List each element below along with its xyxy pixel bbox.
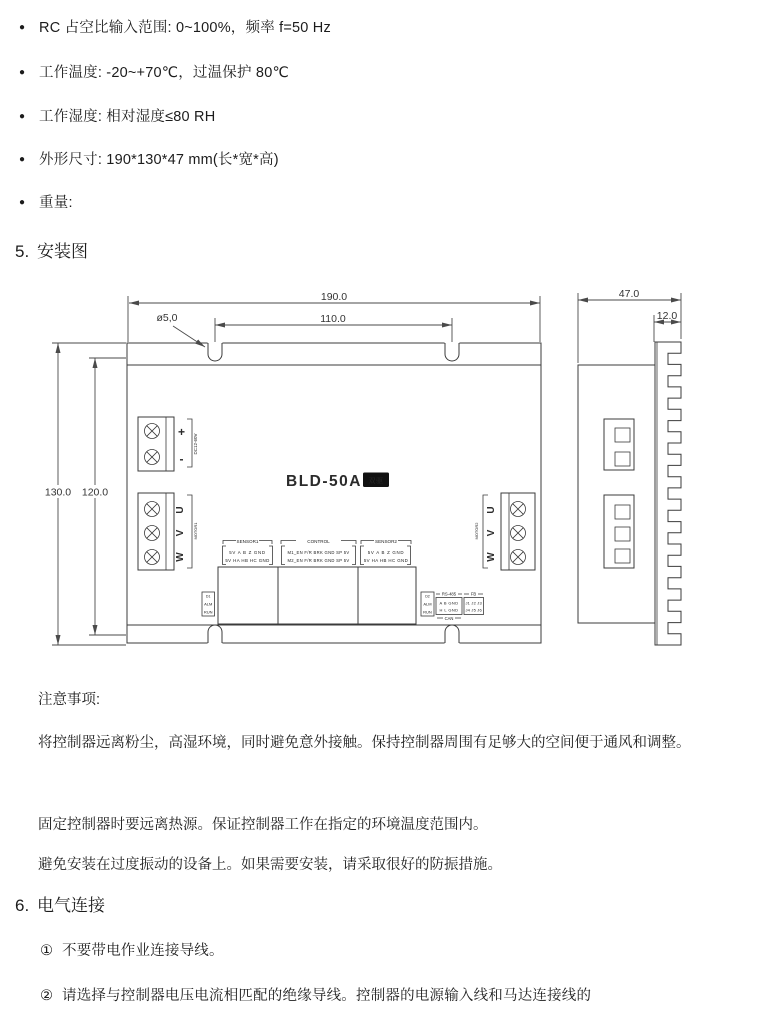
module-box xyxy=(278,567,358,624)
control-title: CONTROL xyxy=(307,539,330,544)
control-row1: M1_EN F/R BRK GND SP 5V xyxy=(287,550,350,555)
spec-text: 重量: xyxy=(39,195,73,211)
spec-text: 工作湿度: 相对湿度≤80 RH xyxy=(39,109,216,125)
dim-fin-depth-label: 12.0 xyxy=(656,310,678,322)
bullet-icon: ● xyxy=(19,22,26,33)
power-minus-label: - xyxy=(179,452,184,466)
motor1-label: MOTOR1 xyxy=(193,522,198,540)
screw-terminal xyxy=(511,550,526,565)
motor1-pin-u: U xyxy=(175,506,186,514)
led1-run: RUN xyxy=(203,609,213,615)
mounting-notch xyxy=(445,343,459,361)
mounting-notch xyxy=(208,625,222,643)
led2-alm: ALM xyxy=(423,601,432,607)
sensor1-row1: 5V A B Z GND xyxy=(229,550,266,555)
side-connector-cutout-motor xyxy=(604,495,634,568)
section6-number: 6. xyxy=(15,896,30,915)
screw-terminal xyxy=(511,526,526,541)
led1-alm: ALM xyxy=(204,601,213,607)
rs485-row1: A B GND xyxy=(439,600,459,606)
rs485-can-label: CAN xyxy=(444,616,454,621)
model-label: BLD-50A xyxy=(286,473,362,490)
fb-title: FB xyxy=(470,591,477,597)
dim-mount-span-label: 110.0 xyxy=(320,313,346,325)
section6-heading xyxy=(15,895,105,917)
sensor1-row2: 5V HA HB HC GND xyxy=(225,558,270,563)
notch-mask xyxy=(208,342,223,345)
module-box xyxy=(218,567,278,624)
power-plus-label: + xyxy=(177,425,186,439)
notes-paragraph-2: 固定控制器时要远离热源。保证控制器工作在指定的环境温度范围内。 xyxy=(38,816,488,833)
model-badge-label: 双驱 xyxy=(368,478,384,485)
notes-paragraph-3: 避免安装在过度振动的设备上。如果需要安装，请采取很好的防振措施。 xyxy=(38,856,502,873)
sensor2-title: SENSOR2 xyxy=(375,539,397,544)
section6-title: 电气连接 xyxy=(37,896,105,915)
dim-width-label: 190.0 xyxy=(320,291,348,303)
rs485-title: RS-485 xyxy=(441,591,457,597)
sensor1-connector xyxy=(223,539,273,565)
module-box xyxy=(358,567,416,624)
led-indicator-1 xyxy=(202,592,215,616)
motor1-pin-w: W xyxy=(175,552,186,562)
dim-depth-label: 47.0 xyxy=(618,288,640,300)
screw-terminal xyxy=(145,550,160,565)
fb-row2: J4 J5 J6 xyxy=(465,607,482,613)
fb-connector xyxy=(464,592,484,615)
notes-title: 注意事项: xyxy=(38,692,101,708)
power-voltage-label: DC12-60V xyxy=(193,433,198,455)
electrical-item-1 xyxy=(40,939,224,960)
motor1-bracket xyxy=(187,495,192,568)
control-connector xyxy=(281,539,356,565)
screw-terminal xyxy=(145,424,160,439)
motor2-pin-w: W xyxy=(486,552,497,562)
motor1-pin-v: V xyxy=(175,529,186,537)
fb-row1: J1 J2 J3 xyxy=(465,600,482,606)
sensor2-row1: 5V A B Z GND xyxy=(367,550,405,555)
item-number: ② xyxy=(40,988,53,1004)
screw-terminal xyxy=(145,450,160,465)
rs485-row2: H L GND xyxy=(439,607,459,613)
item-number: ① xyxy=(40,943,53,959)
motor1-terminal-block xyxy=(138,493,198,570)
item-text: 请选择与控制器电压电流相匹配的绝缘导线。控制器的电源输入线和马达连接线的 xyxy=(62,988,592,1004)
dim-inner-height-label: 120.0 xyxy=(81,486,109,499)
dim-height-label: 130.0 xyxy=(44,486,72,499)
led2-title: D2 xyxy=(425,594,430,599)
motor2-label: MOTOR2 xyxy=(474,522,479,540)
notch-mask xyxy=(445,342,460,345)
section5-title: 安装图 xyxy=(37,242,88,261)
led2-run: RUN xyxy=(423,609,432,615)
motor2-pin-u: U xyxy=(486,506,497,514)
front-view xyxy=(127,342,541,644)
motor2-pin-v: V xyxy=(486,529,497,537)
heatsink-fins xyxy=(655,342,681,645)
power-terminal-block xyxy=(138,417,198,471)
rs485-connector xyxy=(436,592,462,622)
item-text: 不要带电作业连接导线。 xyxy=(62,943,224,959)
bullet-icon: ● xyxy=(19,111,26,122)
led-indicator-2 xyxy=(421,592,434,616)
section5-number: 5. xyxy=(15,242,30,261)
bullet-icon: ● xyxy=(19,154,26,165)
sensor1-title: SENSOR1 xyxy=(236,539,259,544)
bullet-icon: ● xyxy=(19,67,26,78)
notch-mask xyxy=(208,642,223,645)
notch-mask xyxy=(445,642,460,645)
dimension-annotations xyxy=(41,288,681,645)
spec-text: RC 占空比输入范围: 0~100%，频率 f=50 Hz xyxy=(39,20,331,36)
side-view xyxy=(578,342,681,645)
notes-paragraph-1: 将控制器远离粉尘，高湿环境，同时避免意外接触。保持控制器周围有足够大的空间便于通风和调整。 xyxy=(38,734,691,751)
sensor2-row2: 5V HA HB HC GND xyxy=(363,558,409,563)
control-row2: M2_EN F/R BRK GND SP 5V xyxy=(287,558,350,563)
screw-terminal xyxy=(511,502,526,517)
led1-title: D1 xyxy=(205,594,211,599)
dim-hole-label: ø5,0 xyxy=(156,312,178,324)
sensor2-connector xyxy=(361,539,412,565)
spec-text: 工作温度: -20~+70℃，过温保护 80℃ xyxy=(39,65,289,81)
power-bracket xyxy=(187,419,192,467)
motor2-terminal-block xyxy=(474,493,535,570)
side-connector-cutout-power xyxy=(604,419,634,470)
spec-text: 外形尺寸: 190*130*47 mm(长*宽*高) xyxy=(39,152,279,168)
electrical-item-2 xyxy=(40,984,591,1005)
bullet-icon: ● xyxy=(19,197,26,208)
screw-terminal xyxy=(145,502,160,517)
mounting-notch xyxy=(208,343,222,361)
screw-terminal xyxy=(145,526,160,541)
mounting-notch xyxy=(445,625,459,643)
